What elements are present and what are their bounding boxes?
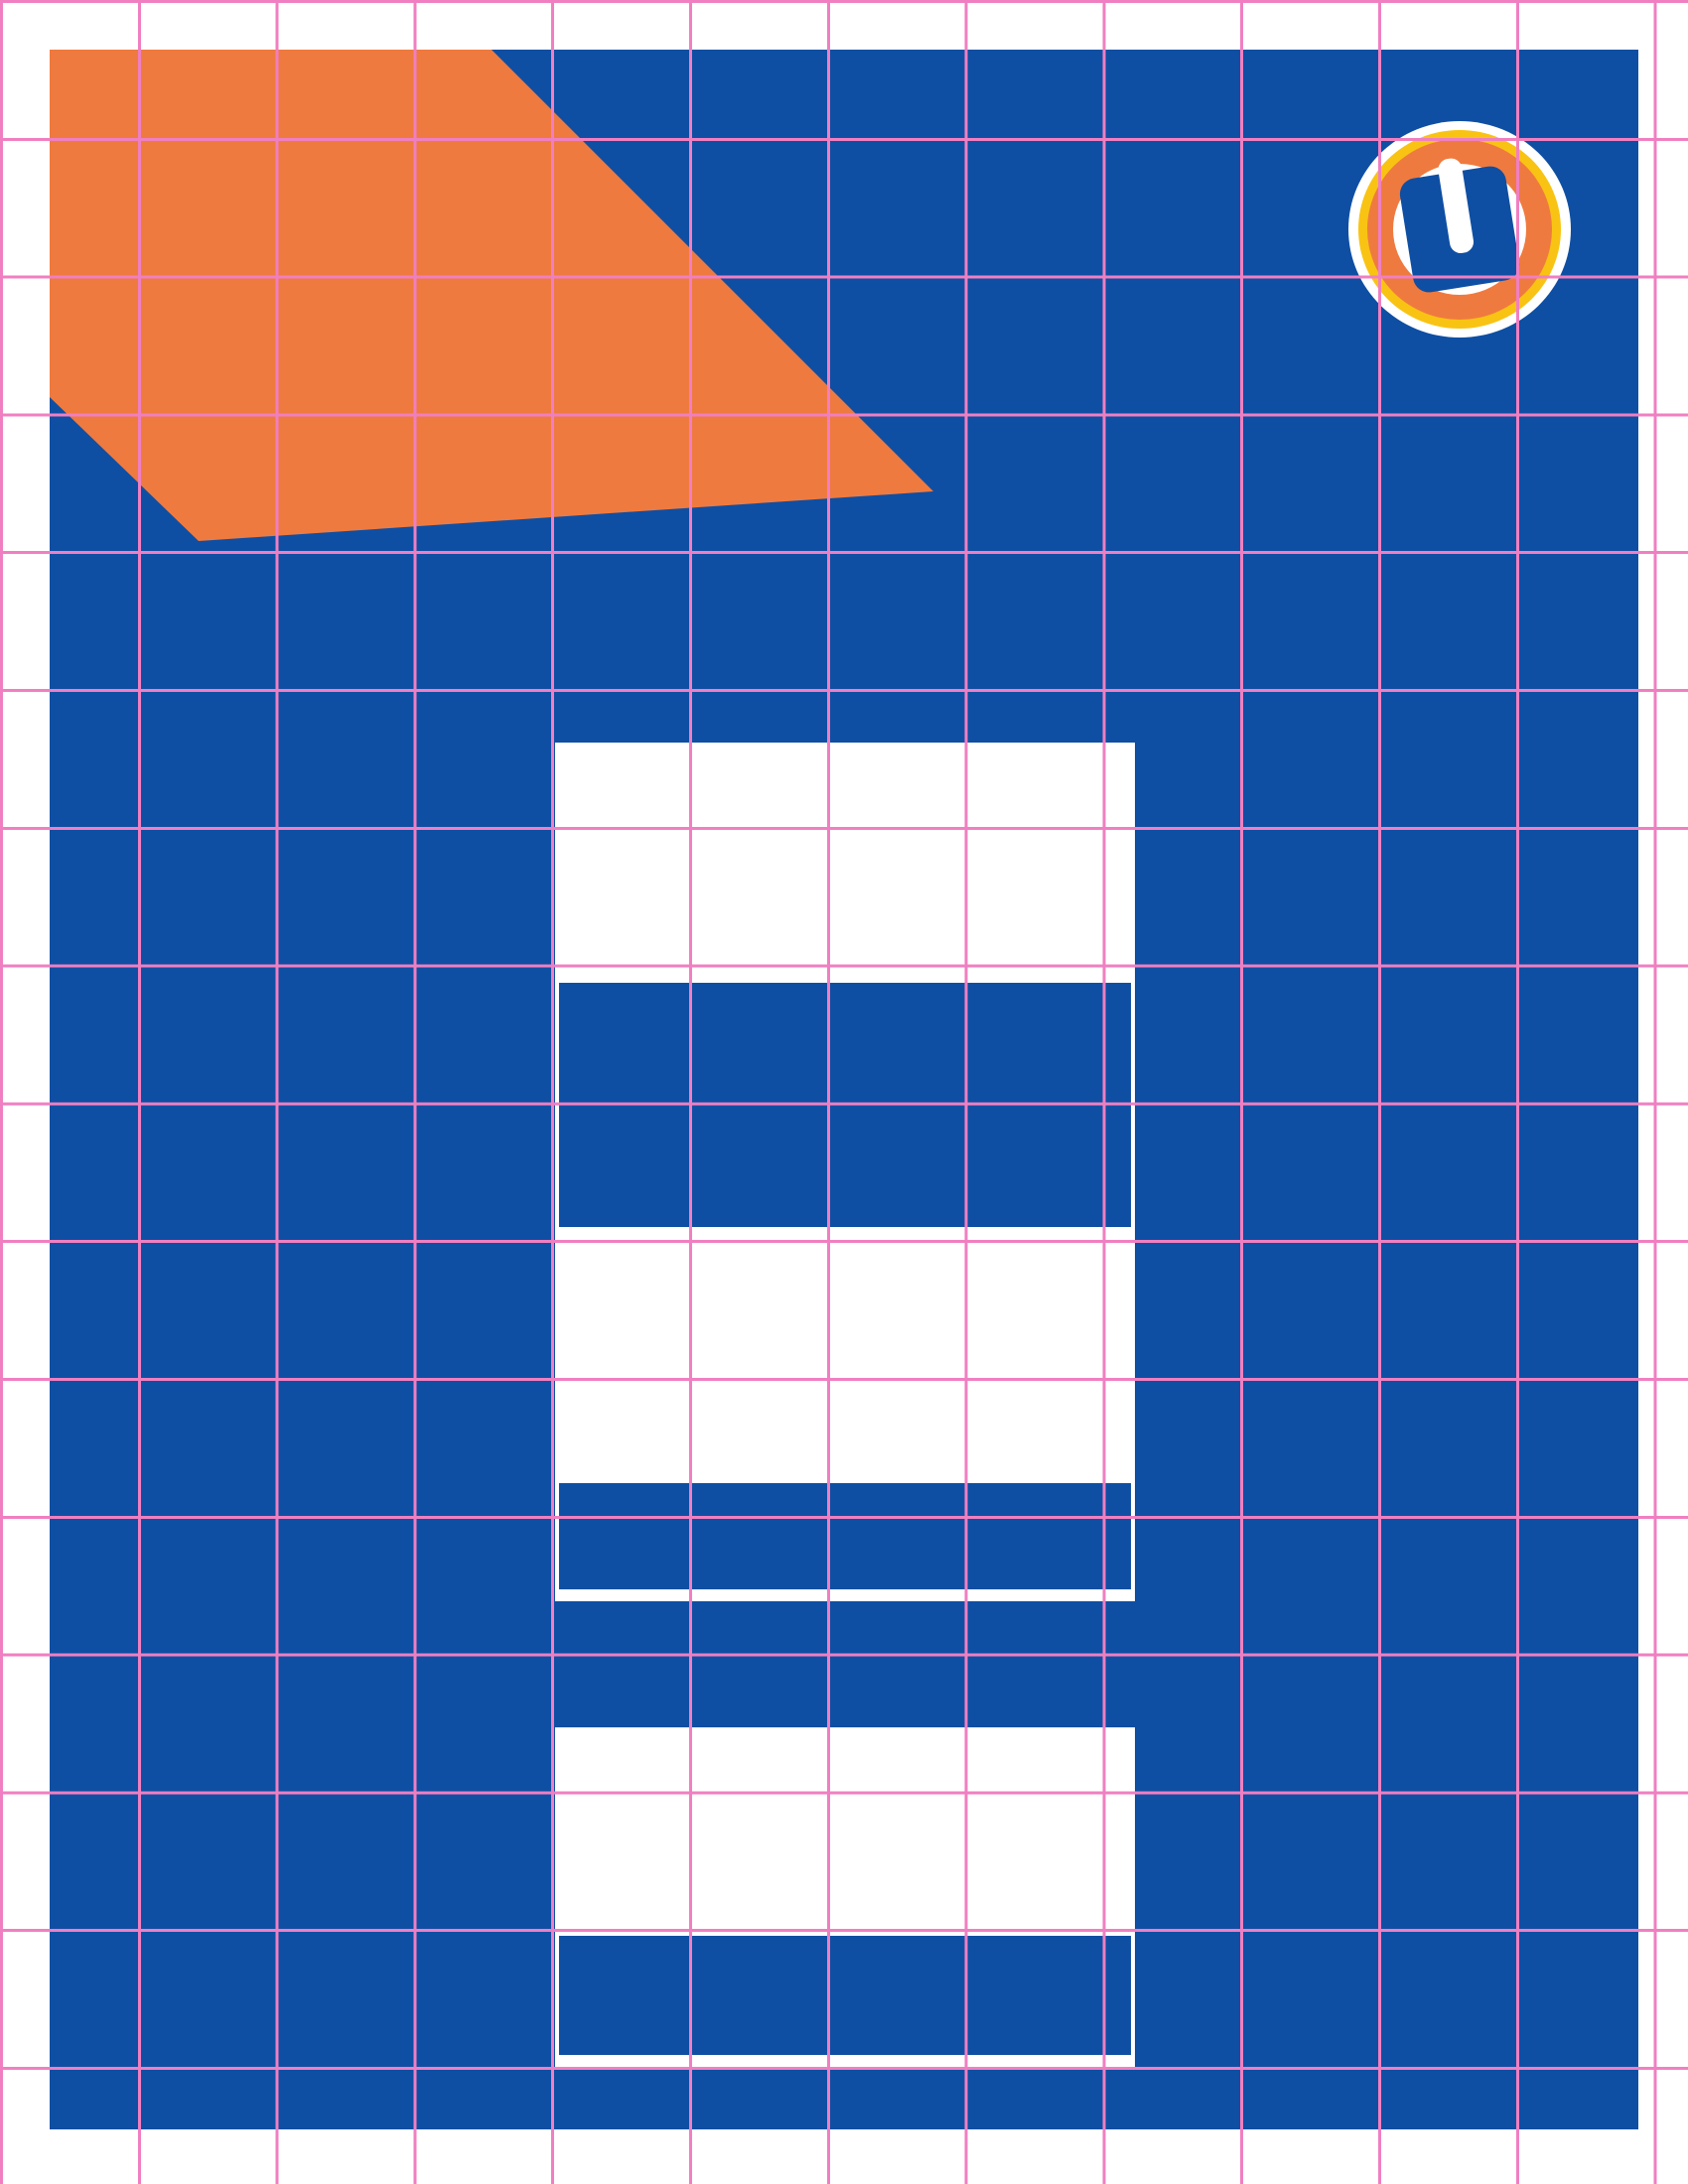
orange-banner-shape (50, 50, 1043, 606)
schedule-card-3 (555, 1727, 1135, 2067)
schedule-card-2 (555, 1243, 1135, 1601)
schedule-card-1 (555, 743, 1135, 1240)
card3-hours-bar (559, 1936, 1131, 2055)
card2-hours-bar (559, 1483, 1131, 1589)
brand-logo-u-icon (1345, 118, 1574, 346)
card1-hours-bar (559, 983, 1131, 1227)
poster (50, 50, 1638, 2129)
